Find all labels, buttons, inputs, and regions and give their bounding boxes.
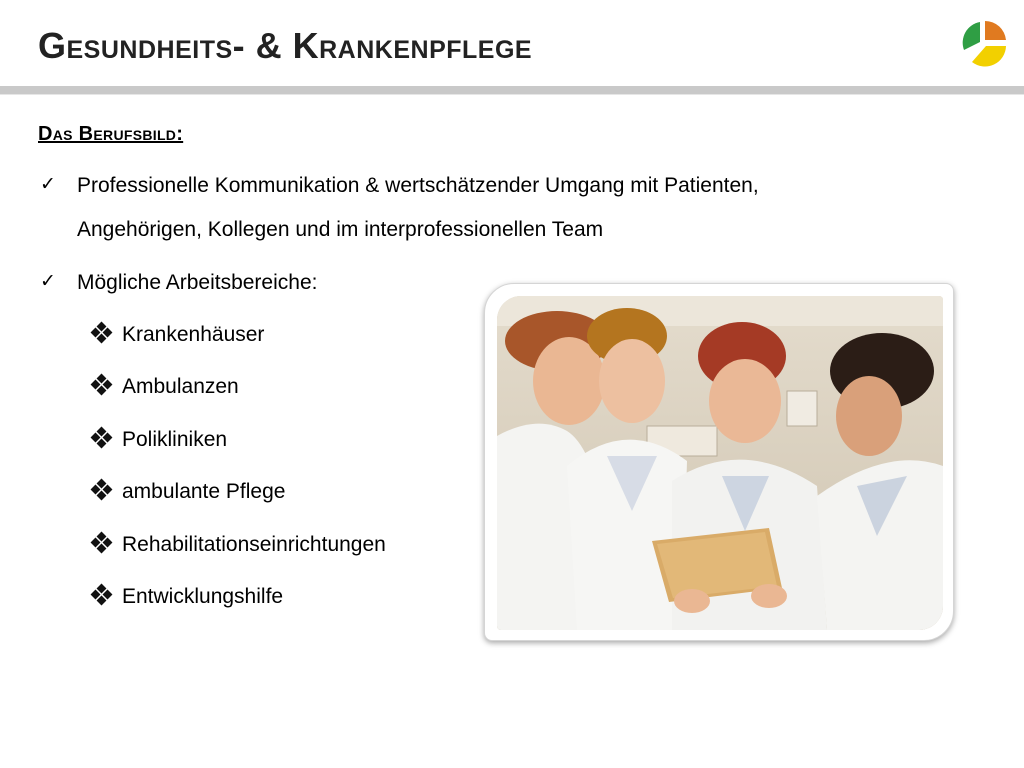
- nurses-photo: [497, 296, 943, 630]
- logo-icon: [958, 18, 1008, 68]
- list-item-label: Krankenhäuser: [122, 323, 265, 346]
- check-icon: ✓: [40, 270, 56, 292]
- slide-title: Gesundheits- & Krankenpflege: [38, 25, 533, 66]
- diamond-bullet-icon: [92, 323, 112, 343]
- list-item-label: Entwicklungshilfe: [122, 585, 284, 608]
- title-rule: [0, 86, 1024, 94]
- check-icon: ✓: [40, 173, 56, 195]
- diamond-bullet-icon: [92, 428, 112, 448]
- bullet-line: Mögliche Arbeitsbereiche:: [77, 271, 318, 294]
- list-item: [92, 375, 239, 399]
- list-item: [92, 585, 283, 609]
- subheading: Das Berufsbild:: [38, 123, 184, 145]
- bullet-line: Angehörigen, Kollegen und im interprofessionellen Team: [77, 218, 604, 241]
- diamond-bullet-icon: [92, 480, 112, 500]
- bullet-line: Professionelle Kommunikation & wertschätzender Umgang mit Patienten,: [77, 174, 759, 197]
- diamond-bullet-icon: [92, 533, 112, 553]
- list-item-label: Rehabilitationseinrichtungen: [122, 533, 386, 556]
- list-item-label: ambulante Pflege: [122, 480, 286, 503]
- list-item: [92, 323, 264, 347]
- list-item-label: Polikliniken: [122, 428, 228, 451]
- list-item: [92, 533, 386, 557]
- list-item: [92, 428, 227, 452]
- diamond-bullet-icon: [92, 585, 112, 605]
- list-item-label: Ambulanzen: [122, 375, 239, 398]
- diamond-bullet-icon: [92, 375, 112, 395]
- list-item: [92, 480, 285, 504]
